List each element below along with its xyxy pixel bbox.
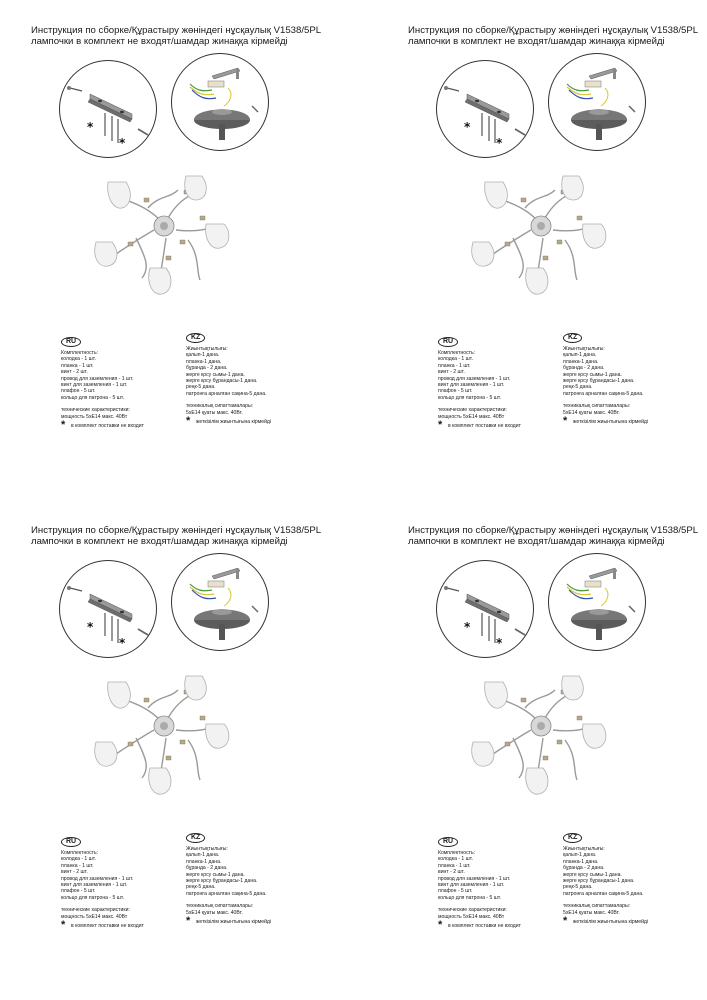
kz-item: жерге қосу сымы-1 дана. — [186, 371, 245, 378]
ru-language-badge: RU — [61, 337, 81, 347]
ru-language-badge: RU — [61, 837, 81, 847]
kz-item: патронға арналған сақина-5 дана. — [563, 390, 644, 397]
kz-language-badge: KZ — [186, 333, 205, 343]
ru-item: кольцо для патрона - 5 шт. — [438, 394, 502, 401]
mounting-plate-screws-illustration — [60, 61, 156, 157]
kz-specs: 5хЕ14 қуаты макс. 40Вт. — [563, 409, 620, 416]
ru-item: колодка - 1 шт. — [438, 356, 473, 363]
kz-star-note-text: жеткізілім жиынтығына кірмейді — [573, 919, 649, 926]
kz-item: қалып-1 дана. — [186, 852, 220, 859]
kz-item: планка-1 дана. — [563, 858, 599, 865]
ru-item: провод для заземления - 1 шт. — [438, 875, 511, 882]
sheet-copy-bottom-right — [353, 500, 706, 1000]
kz-star-note — [186, 415, 272, 428]
mounting-plate-screws-illustration — [60, 561, 156, 657]
title-line: лампочки в комплект не входят/шамдар жинаққа кірмейді — [31, 536, 288, 547]
ru-item: плафон - 5 шт. — [61, 388, 96, 395]
ru-item: колодка - 1 шт. — [61, 356, 96, 363]
kz-item: реңк-5 дана. — [563, 384, 593, 391]
kz-specs-heading: техникалық сипаттамалары: — [186, 403, 254, 410]
ru-item: колодка - 1 шт. — [61, 856, 96, 863]
kz-heading: Жиынтықтылығы: — [563, 846, 605, 852]
mounting-plate-detail — [59, 560, 157, 658]
kz-language-badge: KZ — [563, 333, 582, 343]
ceiling-cup-detail — [548, 53, 646, 151]
instruction-sheet — [0, 500, 353, 1000]
mounting-plate-screws-illustration — [437, 561, 533, 657]
kz-star-note-text: жеткізілім жиынтығына кірмейді — [196, 919, 272, 926]
title-line: лампочки в комплект не входят/шамдар жинаққа кірмейді — [408, 536, 665, 547]
kz-item: жерге қосу сымы-1 дана. — [563, 371, 622, 378]
ru-item: плафон - 5 шт. — [438, 388, 473, 395]
ru-column — [61, 337, 144, 432]
svg-text:*: * — [496, 136, 503, 150]
svg-text:*: * — [87, 120, 94, 134]
ru-item: провод для заземления - 1 шт. — [61, 375, 134, 382]
ru-star-note — [438, 419, 521, 432]
ru-item: винт для заземления - 1 шт. — [438, 382, 505, 389]
ru-star-note — [61, 419, 144, 432]
ru-star-note-text: в комплект поставки не входит — [71, 923, 144, 930]
ru-star-note — [438, 919, 521, 932]
asterisk-icon: * — [438, 919, 443, 932]
ru-item: винт - 2 шт. — [61, 869, 88, 876]
kz-item: бұранда - 2 дана. — [186, 365, 228, 372]
kz-specs: 5хЕ14 қуаты макс. 40Вт. — [186, 909, 243, 916]
kz-column — [563, 333, 649, 428]
title-line: Инструкция по сборке/Құрастыру жөніндегі нұсқаулық V1538/5PL — [31, 525, 322, 536]
kz-item: реңк-5 дана. — [563, 884, 593, 891]
ru-item: провод для заземления - 1 шт. — [438, 375, 511, 382]
chandelier-figure — [88, 668, 248, 804]
ru-heading: Комплектность: — [61, 850, 99, 856]
five-arm-chandelier-illustration — [88, 668, 248, 804]
kz-item: патронға арналған сақина-5 дана. — [186, 390, 267, 397]
sheet-copy-top-right — [353, 0, 706, 500]
kz-specs-heading: техникалық сипаттамалары: — [186, 903, 254, 910]
five-arm-chandelier-illustration — [88, 168, 248, 304]
kz-item: бұранда - 2 дана. — [186, 865, 228, 872]
kz-specs: 5хЕ14 қуаты макс. 40Вт. — [186, 409, 243, 416]
ru-specs-heading: технические характеристики: — [61, 407, 130, 414]
ru-column — [61, 837, 144, 932]
svg-text:*: * — [464, 120, 471, 134]
kz-item: жерге қосу бұрандасы-1 дана. — [563, 378, 635, 385]
kz-item: жерге қосу бұрандасы-1 дана. — [186, 878, 258, 885]
sheet-copy-top-left — [0, 0, 353, 500]
ru-item: планка - 1 шт. — [438, 362, 471, 369]
ru-star-note-text: в комплект поставки не входит — [448, 923, 521, 930]
kz-column — [186, 833, 272, 928]
ceiling-cup-wiring-illustration — [172, 54, 268, 150]
ru-star-note-text: в комплект поставки не входит — [448, 423, 521, 430]
kz-item: бұранда - 2 дана. — [563, 865, 605, 872]
kz-heading: Жиынтықтылығы: — [186, 346, 228, 352]
ru-item: плафон - 5 шт. — [438, 888, 473, 895]
kz-item: қалып-1 дана. — [563, 352, 597, 359]
instruction-sheet — [0, 0, 353, 500]
mounting-plate-detail — [436, 560, 534, 658]
kz-specs: 5хЕ14 қуаты макс. 40Вт. — [563, 909, 620, 916]
ru-specs: мощность 5хЕ14 макс. 40Вт — [61, 913, 128, 920]
ru-item: кольцо для патрона - 5 шт. — [61, 894, 125, 901]
kz-item: бұранда - 2 дана. — [563, 365, 605, 372]
svg-text:*: * — [87, 620, 94, 634]
mounting-plate-detail — [436, 60, 534, 158]
five-arm-chandelier-illustration — [465, 168, 625, 304]
five-arm-chandelier-illustration — [465, 668, 625, 804]
title-line: Инструкция по сборке/Құрастыру жөніндегі нұсқаулық V1538/5PL — [408, 525, 699, 536]
kz-star-note-text: жеткізілім жиынтығына кірмейді — [196, 419, 272, 426]
ru-item: кольцо для патрона - 5 шт. — [61, 394, 125, 401]
ru-item: винт - 2 шт. — [61, 369, 88, 376]
ru-specs: мощность 5хЕ14 макс. 40Вт — [61, 413, 128, 420]
kz-star-note — [563, 915, 649, 928]
svg-text:*: * — [464, 620, 471, 634]
ru-item: кольцо для патрона - 5 шт. — [438, 894, 502, 901]
asterisk-icon: * — [563, 415, 568, 428]
ru-item: плафон - 5 шт. — [61, 888, 96, 895]
sheet-title — [31, 525, 321, 547]
ru-specs-heading: технические характеристики: — [438, 907, 507, 914]
ru-star-note-text: в комплект поставки не входит — [71, 423, 144, 430]
kz-language-badge: KZ — [186, 833, 205, 843]
ru-item: планка - 1 шт. — [438, 862, 471, 869]
kz-specs-heading: техникалық сипаттамалары: — [563, 403, 631, 410]
title-line: лампочки в комплект не входят/шамдар жинаққа кірмейді — [408, 36, 665, 47]
ru-heading: Комплектность: — [438, 850, 476, 856]
title-line: Инструкция по сборке/Құрастыру жөніндегі нұсқаулық V1538/5PL — [408, 25, 699, 36]
title-line: Инструкция по сборке/Құрастыру жөніндегі нұсқаулық V1538/5PL — [31, 25, 322, 36]
asterisk-icon: * — [186, 415, 191, 428]
kz-star-note — [186, 915, 272, 928]
mounting-plate-detail — [59, 60, 157, 158]
kz-item: реңк-5 дана. — [186, 884, 216, 891]
ceiling-cup-detail — [171, 53, 269, 151]
ru-specs-heading: технические характеристики: — [438, 407, 507, 414]
svg-text:*: * — [119, 636, 126, 650]
kz-column — [186, 333, 272, 428]
sheet-copy-bottom-left — [0, 500, 353, 1000]
ru-heading: Комплектность: — [438, 350, 476, 356]
chandelier-figure — [465, 668, 625, 804]
asterisk-icon: * — [563, 915, 568, 928]
asterisk-icon: * — [186, 915, 191, 928]
ru-item: планка - 1 шт. — [61, 362, 94, 369]
ceiling-cup-wiring-illustration — [549, 554, 645, 650]
kz-item: реңк-5 дана. — [186, 384, 216, 391]
sheet-title — [31, 25, 321, 47]
asterisk-icon: * — [61, 919, 66, 932]
kz-item: жерге қосу бұрандасы-1 дана. — [563, 878, 635, 885]
kz-item: жерге қосу сымы-1 дана. — [186, 871, 245, 878]
asterisk-icon: * — [61, 419, 66, 432]
ceiling-cup-wiring-illustration — [172, 554, 268, 650]
kz-item: планка-1 дана. — [186, 858, 222, 865]
instruction-sheet — [377, 0, 706, 500]
kz-item: планка-1 дана. — [186, 358, 222, 365]
instruction-sheet — [377, 500, 706, 1000]
ceiling-cup-detail — [548, 553, 646, 651]
kz-language-badge: KZ — [563, 833, 582, 843]
kz-star-note-text: жеткізілім жиынтығына кірмейді — [573, 419, 649, 426]
ru-item: винт для заземления - 1 шт. — [438, 882, 505, 889]
ru-item: провод для заземления - 1 шт. — [61, 875, 134, 882]
kz-item: патронға арналған сақина-5 дана. — [563, 890, 644, 897]
mounting-plate-screws-illustration — [437, 61, 533, 157]
chandelier-figure — [465, 168, 625, 304]
sheet-title — [408, 525, 698, 547]
ru-specs-heading: технические характеристики: — [61, 907, 130, 914]
ru-star-note — [61, 919, 144, 932]
kz-item: қалып-1 дана. — [563, 852, 597, 859]
kz-item: жерге қосу сымы-1 дана. — [563, 871, 622, 878]
ru-item: винт для заземления - 1 шт. — [61, 882, 128, 889]
kz-column — [563, 833, 649, 928]
ru-column — [438, 337, 521, 432]
ru-item: винт для заземления - 1 шт. — [61, 382, 128, 389]
ru-specs: мощность 5хЕ14 макс. 40Вт — [438, 913, 505, 920]
ceiling-cup-detail — [171, 553, 269, 651]
ru-specs: мощность 5хЕ14 макс. 40Вт — [438, 413, 505, 420]
kz-item: планка-1 дана. — [563, 358, 599, 365]
svg-text:*: * — [496, 636, 503, 650]
ru-column — [438, 837, 521, 932]
chandelier-figure — [88, 168, 248, 304]
kz-item: жерге қосу бұрандасы-1 дана. — [186, 378, 258, 385]
ru-language-badge: RU — [438, 837, 458, 847]
svg-text:*: * — [119, 136, 126, 150]
kz-specs-heading: техникалық сипаттамалары: — [563, 903, 631, 910]
kz-item: қалып-1 дана. — [186, 352, 220, 359]
ru-item: колодка - 1 шт. — [438, 856, 473, 863]
sheet-title — [408, 25, 698, 47]
asterisk-icon: * — [438, 419, 443, 432]
ru-heading: Комплектность: — [61, 350, 99, 356]
ru-item: винт - 2 шт. — [438, 369, 465, 376]
kz-heading: Жиынтықтылығы: — [563, 346, 605, 352]
title-line: лампочки в комплект не входят/шамдар жинаққа кірмейді — [31, 36, 288, 47]
kz-item: патронға арналған сақина-5 дана. — [186, 890, 267, 897]
ceiling-cup-wiring-illustration — [549, 54, 645, 150]
ru-language-badge: RU — [438, 337, 458, 347]
ru-item: винт - 2 шт. — [438, 869, 465, 876]
kz-heading: Жиынтықтылығы: — [186, 846, 228, 852]
kz-star-note — [563, 415, 649, 428]
ru-item: планка - 1 шт. — [61, 862, 94, 869]
